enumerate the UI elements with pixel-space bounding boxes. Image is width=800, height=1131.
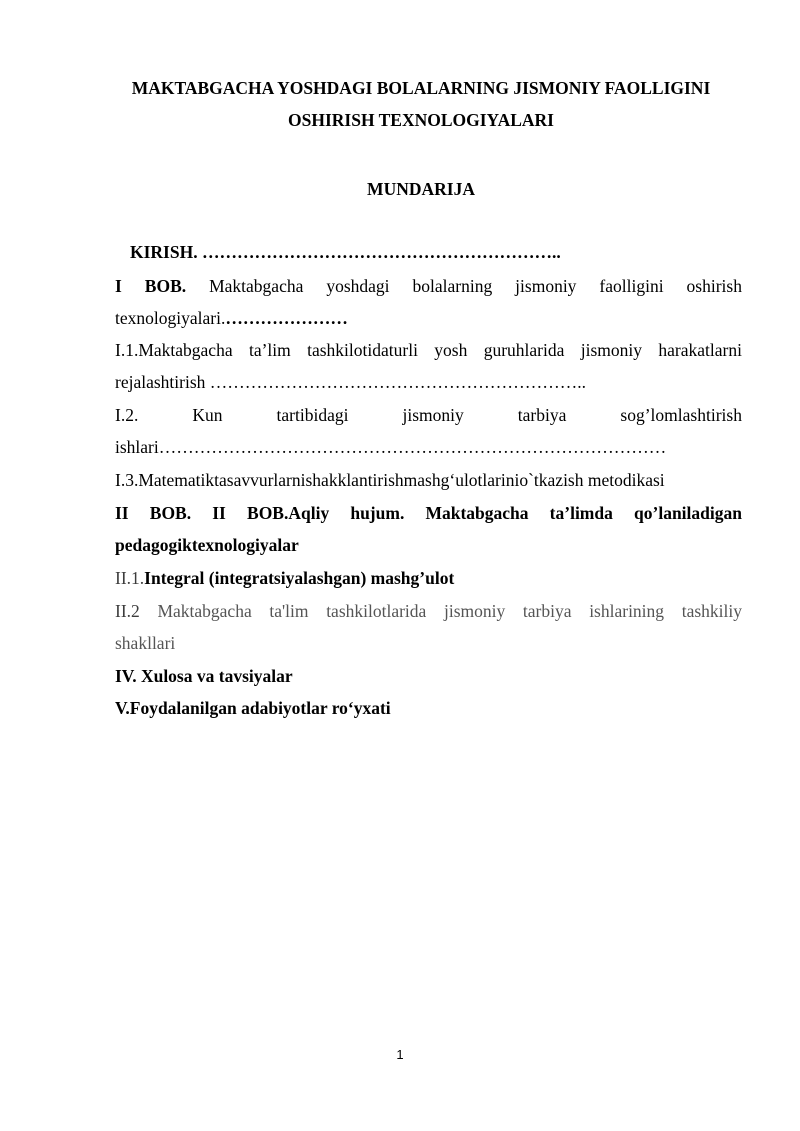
toc-entry-bob-2-continuation: pedagogiktexnologiyalar (115, 535, 299, 555)
toc-word: tarbiya (517, 405, 567, 425)
toc-word: Maktabgacha (425, 503, 529, 523)
toc-entry-iv: IV. Xulosa va tavsiyalar (115, 666, 293, 686)
toc-word: Maktabgacha (157, 601, 252, 621)
toc-entry-kirish: KIRISH. …………………………………………………….. (130, 242, 561, 262)
toc-word: BOB.Aqliy (247, 503, 330, 523)
toc-entry-ii-2-continuation: shakllari (115, 633, 176, 653)
toc-entry-bob-1-continuation (115, 302, 742, 334)
toc-word: ishlarining (589, 601, 665, 621)
toc-word: qo’laniladigan (634, 503, 742, 523)
toc-word: yoshdagi (326, 276, 390, 296)
toc-entry-i-2-continuation: ishlari…………………………………………………………………………… (115, 437, 667, 457)
toc-word: Kun (192, 405, 223, 425)
table-of-contents-heading: MUNDARIJA (367, 179, 475, 199)
toc-word: tarbiya (522, 601, 572, 621)
toc-text: texnologiyalari. (115, 308, 226, 328)
toc-word: bolalarning (412, 276, 493, 296)
toc-word: sog’lomlashtirish (620, 405, 742, 425)
toc-word: tashkilotlarida (326, 601, 427, 621)
toc-entry-bob-1 (115, 270, 742, 302)
toc-text: Integral (integratsiyalashgan) mashg’ulot (144, 568, 455, 588)
toc-word: tashkiliy (681, 601, 742, 621)
toc-word: I.1.Maktabgacha (115, 340, 233, 360)
toc-leader-dots: ………………… (225, 308, 348, 328)
toc-word: ta’lim (248, 340, 291, 360)
document-title-line-2: OSHIRISH TEXNOLOGIYALARI (288, 110, 554, 130)
toc-word: Maktabgacha (209, 276, 304, 296)
toc-entry-i-3: I.3.Matematiktasavvurlarnishakklantirishmashg‘ulotlarinio`tkazish metodikasi (115, 470, 665, 490)
toc-word: jismoniy (443, 601, 506, 621)
toc-word: tartibidagi (276, 405, 349, 425)
toc-word: yosh (434, 340, 468, 360)
page-number: 1 (396, 1047, 404, 1062)
toc-entry-ii-2 (115, 595, 742, 627)
toc-word: tashkilotidaturli (307, 340, 418, 360)
toc-word: hujum. (350, 503, 405, 523)
toc-word: harakatlarni (658, 340, 742, 360)
toc-word: jismoniy (515, 276, 577, 296)
toc-word: faolligini (599, 276, 664, 296)
toc-entry-v: V.Foydalanilgan adabiyotlar ro‘yxati (115, 698, 391, 718)
toc-entry-i-1 (115, 334, 742, 366)
toc-word: jismoniy (402, 405, 464, 425)
toc-word: ta’limda (549, 503, 613, 523)
toc-word: II (212, 503, 226, 523)
toc-word: I.2. (115, 405, 139, 425)
toc-entry-bob-2 (115, 497, 742, 529)
toc-word: BOB. (144, 276, 187, 296)
toc-word: II.2 (115, 601, 140, 621)
toc-word: ta'lim (269, 601, 309, 621)
toc-entry-i-2 (115, 399, 742, 431)
toc-word: I (115, 276, 122, 296)
toc-word: II (115, 503, 129, 523)
toc-entry-i-1-continuation: rejalashtirish ……………………………………………………….. (115, 372, 587, 392)
document-title-line-1: MAKTABGACHA YOSHDAGI BOLALARNING JISMONIY FAOLLIGINI (131, 78, 711, 98)
toc-prefix: II.1. (115, 568, 145, 588)
toc-word: jismoniy (580, 340, 643, 360)
toc-word: guruhlarida (483, 340, 565, 360)
toc-entry-ii-1 (115, 562, 742, 594)
toc-word: oshirish (686, 276, 742, 296)
toc-word: BOB. (149, 503, 192, 523)
